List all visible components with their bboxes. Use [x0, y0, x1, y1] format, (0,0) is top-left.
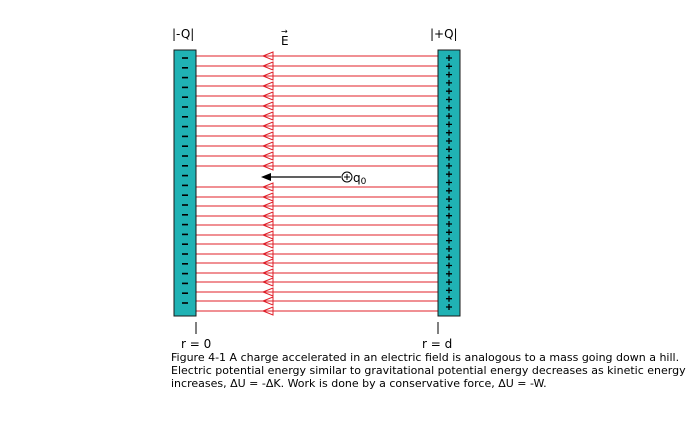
negative-plate: [174, 50, 196, 316]
negative-plate-label: |-Q|: [172, 27, 195, 41]
vector-arrow-icon: →: [281, 27, 288, 36]
field-symbol: E: [281, 34, 289, 48]
charge-label: [353, 171, 366, 189]
caption-line-1: Figure 4-1 A charge accelerated in an electric field is analogous to a mass going down a hill.: [171, 351, 680, 364]
charge-velocity-arrow: [261, 173, 341, 181]
field-label: [281, 27, 289, 48]
charge-subscript: 0: [360, 177, 367, 187]
caption-line-2: Electric potential energy similar to gravitational potential energy decreases as kinetic energy: [171, 364, 686, 377]
position-left-label: r = 0: [181, 337, 212, 351]
caption-line-3: increases, ΔU = -ΔK. Work is done by a conservative force, ΔU = -W.: [171, 377, 547, 390]
position-right-label: r = d: [422, 337, 453, 351]
charge-symbol: q: [353, 171, 361, 185]
test-charge: [342, 172, 352, 182]
figure-caption: [171, 351, 686, 390]
positive-plate-label: |+Q|: [430, 27, 458, 41]
field-lines: [196, 52, 438, 315]
